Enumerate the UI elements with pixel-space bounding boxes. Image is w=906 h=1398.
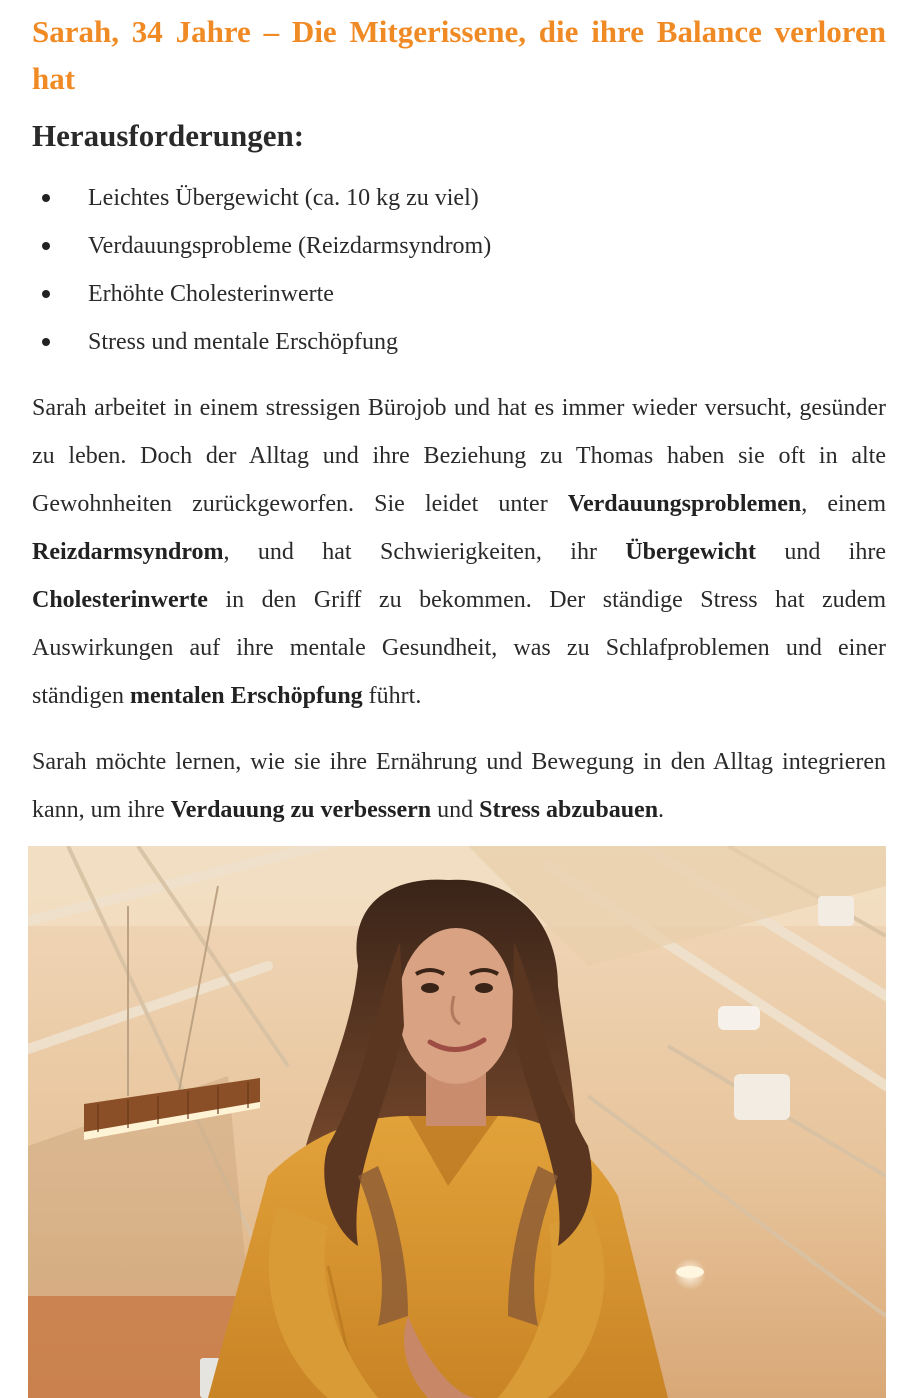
list-item [32, 270, 886, 318]
photo-illustration [28, 846, 886, 1398]
list-item-text: Verdauungsprobleme (Reizdarmsyndrom) [88, 233, 492, 259]
emphasis-overweight: Übergewicht [625, 539, 756, 565]
bullet-icon [42, 194, 50, 202]
text-run: und ihre [755, 539, 886, 565]
text-run: , einem [801, 491, 886, 517]
list-item [32, 174, 886, 222]
emphasis-cholesterol: Cholesterinwerte [32, 587, 208, 613]
list-item-text: Erhöhte Cholesterinwerte [88, 281, 334, 307]
bullet-icon [42, 242, 50, 250]
emphasis-ibs: Reizdarmsyndrom [32, 539, 224, 565]
page-title: Sarah, 34 Jahre – Die Mitgerissene, die ihre Balance verloren hat [32, 14, 886, 96]
text-run: Sarah möchte lernen, wie sie ihre Ernährung und Bewegung in den Alltag integrieren kann, um ihre [32, 749, 886, 823]
emphasis-mental-exhaustion: mentalen Erschöpfung [129, 683, 363, 709]
emphasis-reduce-stress: Stress abzubauen [479, 797, 659, 823]
challenges-heading: Herausforderungen: [32, 118, 305, 153]
challenges-list [32, 174, 886, 366]
article [32, 0, 886, 834]
text-run: Sarah arbeitet in einem stressigen Bürojob und hat es immer wieder versucht, gesünder zu leben. Doch der Alltag und ihre Beziehung zu Thomas haben sie oft in alte Gewohnheiten zurückgeworfen. Sie leidet unter [32, 395, 886, 517]
bullet-icon [42, 338, 50, 346]
list-item-text: Stress und mentale Erschöpfung [88, 329, 398, 355]
text-run: und [431, 797, 480, 823]
paragraph-situation [32, 384, 886, 720]
text-run: . [658, 797, 665, 823]
list-item [32, 318, 886, 366]
portrait-photo [28, 846, 886, 1398]
emphasis-improve-digestion: Verdauung zu verbessern [170, 797, 432, 823]
list-item [32, 222, 886, 270]
text-run: in den Griff zu bekommen. Der ständige Stress hat zudem Auswirkungen auf ihre mentale Gesundheit, was zu Schlafproblemen und einer ständigen [32, 587, 886, 709]
text-run: , und hat Schwierigkeiten, ihr [223, 539, 626, 565]
list-item-text: Leichtes Übergewicht (ca. 10 kg zu viel) [88, 185, 479, 211]
paragraph-goals [32, 738, 886, 834]
bullet-icon [42, 290, 50, 298]
emphasis-digestion-problems: Verdauungsproblemen [567, 491, 802, 517]
text-run: führt. [362, 683, 422, 709]
